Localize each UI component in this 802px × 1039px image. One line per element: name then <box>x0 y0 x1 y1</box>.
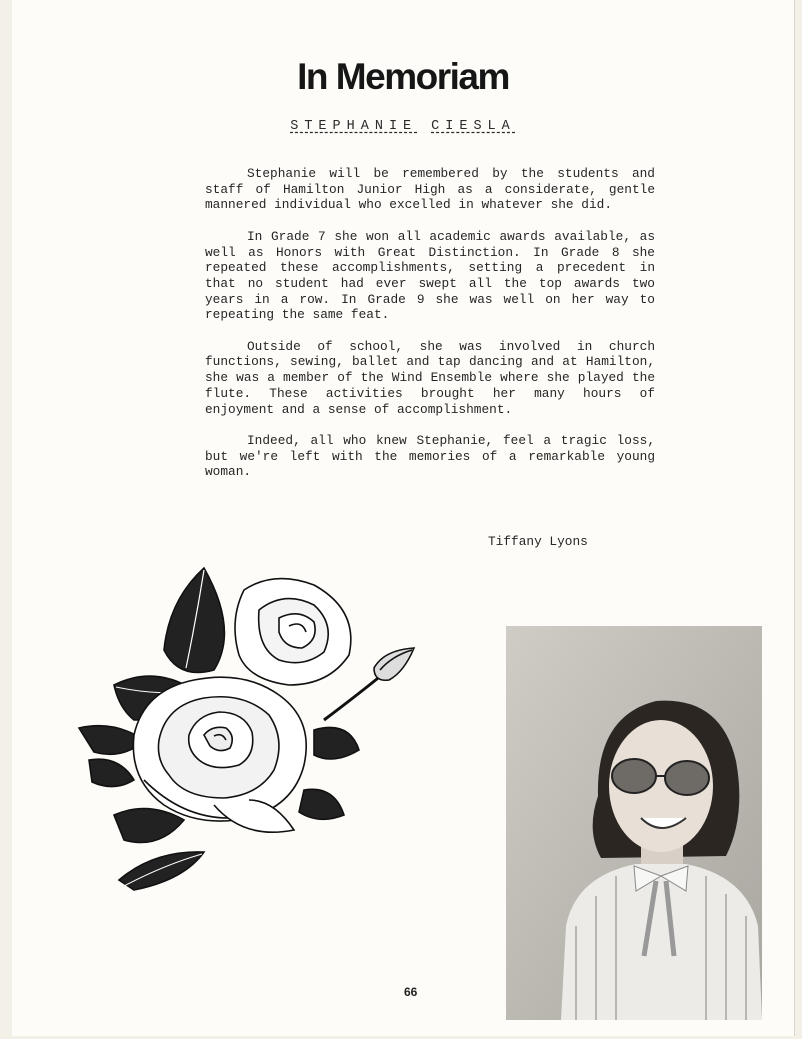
paragraph: Indeed, all who knew Stephanie, feel a tragic loss, but we're left with the memories of a remarkable young woman. <box>205 432 655 480</box>
first-name: STEPHANIE <box>290 119 418 134</box>
page-number: 66 <box>404 985 418 999</box>
author-signature: Tiffany Lyons <box>488 534 588 549</box>
memorial-name <box>12 119 794 134</box>
paragraph: Stephanie will be remembered by the students and staff of Hamilton Junior High as a considerate, gentle mannered individual who excelled in whatever she did. <box>205 166 655 213</box>
paragraph: Outside of school, she was involved in church functions, sewing, ballet and tap dancing and at Hamilton, she was a member of the Wind Ensemble where she played the flute. These activities brought her many hours of enjoyment and a sense of accomplishment. <box>205 338 655 417</box>
rose-illustration <box>74 560 434 896</box>
yearbook-page <box>12 0 794 1036</box>
paragraph: In Grade 7 she won all academic awards available, as well as Honors with Great Distinction. In Grade 8 she repeated these accomplishments, setting a precedent in that no student had ever swept all the top awards two years in a row. In Grade 9 she was well on her way to repeating the same feat. <box>205 228 655 323</box>
page-title: In Memoriam <box>297 56 509 97</box>
memorial-text <box>205 166 655 496</box>
last-name: CIESLA <box>431 119 516 134</box>
student-portrait-photo <box>506 626 762 1020</box>
